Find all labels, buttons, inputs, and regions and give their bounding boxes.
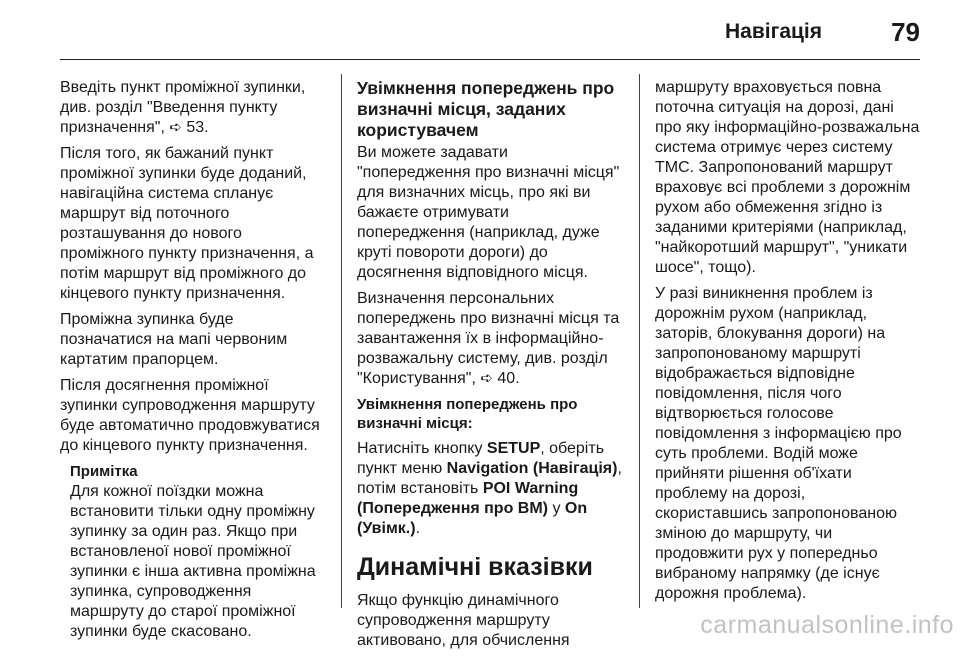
subheading-poi-enable: Увімкнення попереджень про визначні місця: (357, 396, 578, 432)
paragraph: Після того, як бажаний пункт проміжної зупинки буде доданий, навігаційна система спланує маршрут від поточного розташування до нового проміжного пункту призначення, а потім маршрут від проміжного до кінцевого пункту призначення. (60, 145, 314, 302)
page-number: 79 (891, 17, 920, 47)
paragraph: маршруту враховується повна поточна ситуація на дорозі, дані про яку інформаційно-розважальна система отримує через систему TMC. Запропонований маршрут враховує всі проблеми з дорожнім рухом або обмеження згідно із заданими критеріями (наприклад, "найкоротший маршрут", "уникати шосе", тощо). (655, 79, 920, 276)
page-reference-arrow-icon: ➪ (169, 119, 182, 136)
section-heading-poi: Увімкнення попереджень про визначні місця, заданих користувачем (357, 78, 615, 140)
option-on: On (564, 500, 588, 517)
paragraph: Якщо функцію динамічного супроводження маршруту активовано, для обчислення (357, 592, 570, 649)
paragraph: Визначення персональних попереджень про визначні місця та завантаження їх в інформаційно- розважальну систему, див. розділ "Користування", ➪ 40. (357, 290, 620, 387)
menu-item-poi-warning: POI Warning (482, 480, 579, 497)
column-2 (357, 78, 629, 657)
menu-item-navigation: Navigation (Навігація) (446, 460, 618, 477)
paragraph: Проміжна зупинка буде позначатися на мапі червоним картатим прапорцем. (60, 311, 288, 368)
section-heading-dynamic: Динамічні вказівки (357, 553, 593, 581)
instruction-paragraph: Натисніть кнопку SETUP, оберіть пункт меню Navigation (Навігація), потім встановіть POI Warning (Попередження про ВМ) у On (Увімк.). (357, 440, 622, 537)
paragraph: У разі виникнення проблем із дорожнім рухом (наприклад, заторів, блокування дороги) на запропонованому маршруті відображається відповідне повідомлення, після чого відтворюється голосове повідомлення з інформацією про суть проблеми. Водій може прийняти рішення об'їхати проблему на дорозі, скориставшись запропонованою зміною до маршруту, чи продовжити рух у попередньо вибраному напрямку (де існує дорожня проблема). (655, 285, 902, 602)
column-1 (60, 78, 332, 642)
column-divider-1 (341, 74, 342, 608)
note-box: Примітка Для кожної поїздки можна встановити тільки одну проміжну зупинку за один раз. Якщо при встановленої нової проміжної зупинки є інша активна проміжна зупинка, супроводження маршруту до старої проміжної зупинки буде скасовано. (60, 462, 332, 642)
paragraph: Після досягнення проміжної зупинки супроводження маршруту буде автоматично продовжуватися до кінцевого пункту призначення. (60, 377, 320, 454)
page-reference-arrow-icon: ➪ (480, 370, 493, 387)
column-3 (655, 78, 923, 610)
paragraph: Введіть пункт проміжної зупинки, див. розділ "Введення пункту призначення", ➪ 53. (60, 79, 306, 136)
setup-key: SETUP (486, 440, 541, 457)
column-divider-2 (639, 74, 640, 608)
header-rule (60, 59, 920, 60)
paragraph: Ви можете задавати "попередження про визначні місця" для визначних місць, про які ви бажаєте отримувати попередження (наприклад, дуже круті повороти дороги) до досягнення відповідного місця. (357, 144, 620, 281)
watermark: carmanualsonline.info (700, 611, 954, 639)
page-title: Навігація (724, 20, 822, 43)
page-header (60, 14, 920, 54)
note-title: Примітка (70, 463, 138, 480)
